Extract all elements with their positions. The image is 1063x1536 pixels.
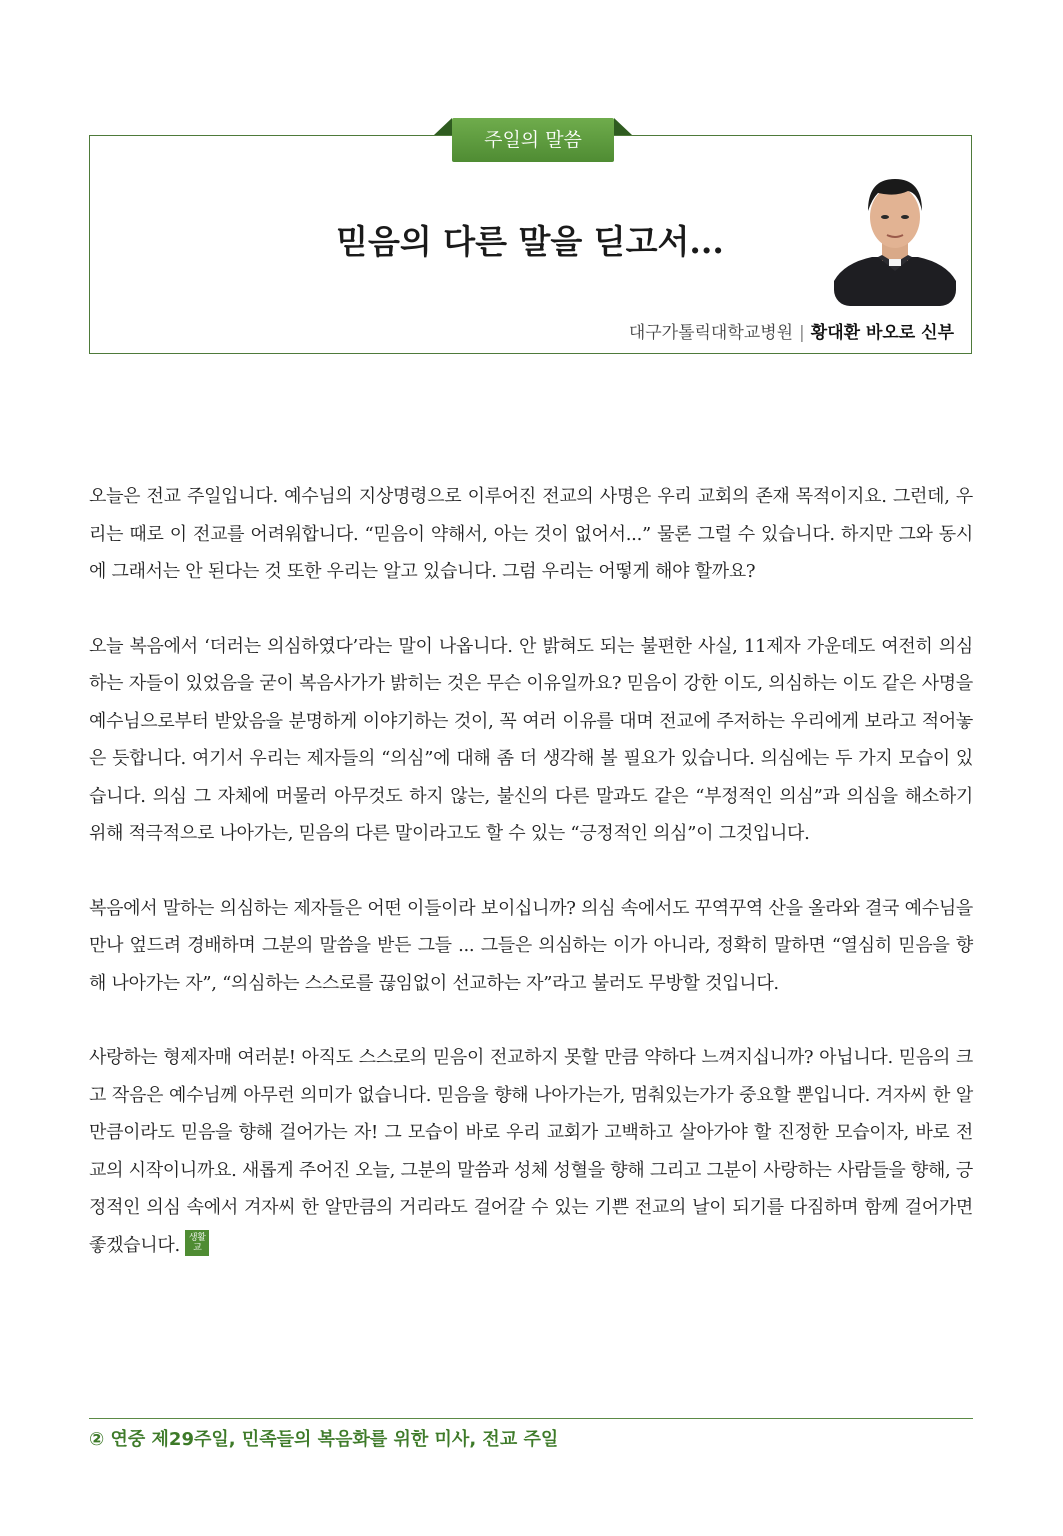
byline-author: 황대환 바오로 신부	[810, 323, 954, 343]
priest-portrait-icon	[834, 163, 956, 306]
article-body	[89, 478, 973, 1301]
byline	[629, 318, 954, 343]
paragraph: 복음에서 말하는 의심하는 제자들은 어떤 이들이라 보이십니까? 의심 속에서도 꾸역꾸역 산을 올라와 결국 예수님을 만나 엎드려 경배하며 그분의 말씀을 받든 그들 ... 그들은 의심하는 이가 아니라, 정확히 말하면 “열심히 믿음을 향해 나아가는 자”, “의심하는 스스로를 끊임없이 선교하는 자”라고 불러도 무방할 것입니다.	[89, 897, 973, 994]
byline-organization: 대구가톨릭대학교병원	[628, 323, 794, 343]
section-tab-wing-left	[434, 118, 452, 135]
paragraph: 오늘 복음에서 ‘더러는 의심하였다’라는 말이 나옵니다. 안 밝혀도 되는 불편한 사실, 11제자 가운데도 여전히 의심하는 자들이 있었음을 굳이 복음사가가 밝히는 것은 무슨 이유일까요? 믿음이 강한 이도, 의심하는 이도 같은 사명을 예수님으로부터 받았음을 분명하게 이야기하는 것이, 꼭 여러 이유를 대며 전교에 주저하는 우리에게 보라고 적어놓은 듯합니다. 여기서 우리는 제자들의 “의심”에 대해 좀 더 생각해 볼 필요가 있습니다. 의심에는 두 가지 모습이 있습니다. 의심 그 자체에 머물러 아무것도 하지 않는, 불신의 다른 말과도 같은 “부정적인 의심”과 의심을 해소하기 위해 적극적으로 나아가는, 믿음의 다른 말이라고도 할 수 있는 “긍정적인 의심”이 그것입니다.	[89, 635, 973, 844]
end-mark-icon: 생활교	[185, 1230, 209, 1256]
section-tab-wing-right	[614, 118, 632, 135]
article-title: 믿음의 다른 말을 딛고서...	[336, 222, 724, 261]
footer-page-label: ② 연중 제29주일, 민족들의 복음화를 위한 미사, 전교 주일	[89, 1429, 559, 1450]
byline-separator: |	[799, 323, 805, 343]
author-photo	[834, 163, 956, 306]
paragraph-last	[89, 1039, 973, 1264]
paragraph-text: 사랑하는 형제자매 여러분! 아직도 스스로의 믿음이 전교하지 못할 만큼 약하다 느껴지십니까? 아닙니다. 믿음의 크고 작음은 예수님께 아무런 의미가 없습니다. 믿음을 향해 나아가는가, 멈춰있는가가 중요할 뿐입니다. 겨자씨 한 알만큼이라도 믿음을 향해 걸어가는 자! 그 모습이 바로 우리 교회가 고백하고 살아가야 할 진정한 모습이자, 바로 전교의 시작이니까요. 새롭게 주어진 오늘, 그분의 말씀과 성체 성혈을 향해 그리고 그분이 사랑하는 사람들을 향해, 긍정적인 의심 속에서 겨자씨 한 알만큼의 거리라도 걸어갈 수 있는 기쁜 전교의 날이 되기를 다짐하며 함께 걸어가면 좋겠습니다.	[89, 1047, 973, 1256]
section-tab: 주일의 말씀	[452, 118, 614, 162]
paragraph: 오늘은 전교 주일입니다. 예수님의 지상명령으로 이루어진 전교의 사명은 우리 교회의 존재 목적이지요. 그런데, 우리는 때로 이 전교를 어려워합니다. “믿음이 약해서, 아는 것이 없어서...” 물론 그럴 수 있습니다. 하지만 그와 동시에 그래서는 안 된다는 것 또한 우리는 알고 있습니다. 그럼 우리는 어떻게 해야 할까요?	[89, 486, 973, 582]
footer-divider	[89, 1418, 973, 1419]
